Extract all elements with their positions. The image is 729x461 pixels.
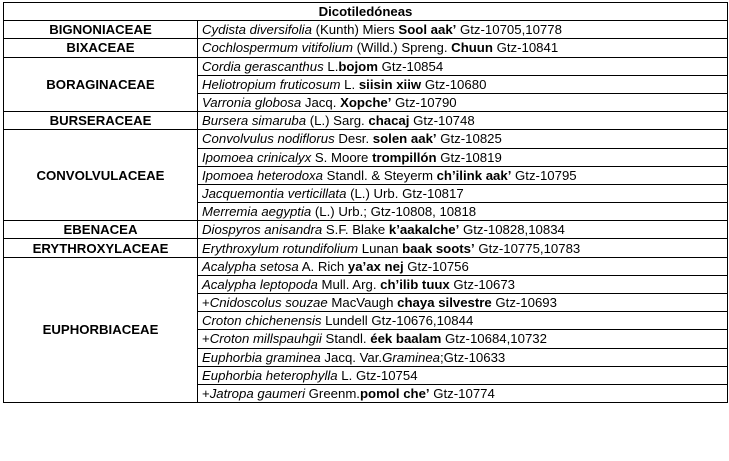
vernacular-name: ya’ax nej <box>347 258 404 274</box>
collection-code: Gtz-10756 <box>403 258 469 274</box>
scientific-name: Ipomoea heterodoxa <box>202 167 323 183</box>
table-body <box>4 21 728 403</box>
author-citation: (L.) Sarg. <box>306 113 369 129</box>
scientific-name: Acalypha setosa <box>202 258 299 274</box>
scientific-name: Croton chichenensis <box>202 313 322 329</box>
species-cell <box>198 166 728 184</box>
collection-code: Gtz-10775,10783 <box>474 240 581 256</box>
vernacular-name: ch’ilib tuux <box>380 276 450 292</box>
species-cell <box>198 184 728 202</box>
vernacular-name: pomol che’ <box>359 386 430 402</box>
author-citation: Jacq. Var. <box>320 349 383 365</box>
author-citation: Desr. <box>334 131 373 147</box>
author-citation: Standl. & Steyerm <box>322 167 437 183</box>
vernacular-name: baak soots’ <box>402 240 475 256</box>
collection-code: Gtz-10673 <box>449 276 516 292</box>
collection-code: Gtz-10841 <box>492 40 559 56</box>
table-row <box>4 130 728 148</box>
prefix-mark: + <box>202 331 210 347</box>
author-citation: L. <box>323 58 339 74</box>
collection-code: Gtz-10774 <box>429 386 495 402</box>
author-citation: S. Moore <box>311 149 373 165</box>
family-name-cell: BORAGINACEAE <box>4 57 198 112</box>
family-name-cell: EBENACEA <box>4 221 198 239</box>
scientific-name: Convolvulus nodiflorus <box>202 131 335 147</box>
scientific-name: Croton millspauhgii <box>209 331 322 347</box>
vernacular-name: siisin xiiw <box>358 76 422 92</box>
header-row <box>4 3 728 21</box>
collection-code: Gtz-10684,10732 <box>441 331 547 347</box>
author-citation: Greenm. <box>305 386 360 402</box>
vernacular-name: Chuun <box>451 40 493 56</box>
species-cell <box>198 75 728 93</box>
variety-name: Graminea <box>382 349 440 365</box>
scientific-name: Jacquemontia verticillata <box>202 185 347 201</box>
collection-code: Gtz-10825 <box>436 131 502 147</box>
author-citation: L. Gtz-10754 <box>337 367 418 383</box>
author-citation: (L.) Urb. Gtz-10817 <box>346 185 464 201</box>
author-citation: Lundell Gtz-10676,10844 <box>321 313 474 329</box>
vernacular-name: Xopche’ <box>340 95 392 111</box>
table-row <box>4 257 728 275</box>
vernacular-name: ch’ilink aak’ <box>436 167 512 183</box>
scientific-name: Cnidoscolus souzae <box>209 295 328 311</box>
family-name-cell: BURSERACEAE <box>4 112 198 130</box>
family-name-cell: BIXACEAE <box>4 39 198 57</box>
collection-code-tail: ;Gtz-10633 <box>440 349 506 365</box>
table-row <box>4 239 728 257</box>
collection-code: Gtz-10790 <box>391 95 457 111</box>
author-citation: L. <box>340 76 359 92</box>
collection-code: Gtz-10828,10834 <box>459 222 565 238</box>
table-row <box>4 221 728 239</box>
scientific-name: Euphorbia graminea <box>202 349 321 365</box>
species-cell <box>198 93 728 111</box>
collection-code: Gtz-10705,10778 <box>456 22 562 38</box>
species-cell <box>198 203 728 221</box>
family-name-cell: BIGNONIACEAE <box>4 21 198 39</box>
scientific-name: Bursera simaruba <box>202 113 307 129</box>
table-row <box>4 57 728 75</box>
table-row <box>4 112 728 130</box>
table-row <box>4 39 728 57</box>
vernacular-name: chaya silvestre <box>397 295 492 311</box>
family-name-cell: CONVOLVULACEAE <box>4 130 198 221</box>
species-cell <box>198 221 728 239</box>
vernacular-name: éek baalam <box>370 331 442 347</box>
scientific-name: Varronia globosa <box>202 95 302 111</box>
family-name-cell: EUPHORBIACEAE <box>4 257 198 403</box>
vernacular-name: chacaj <box>368 113 410 129</box>
vernacular-name: solen aak’ <box>372 131 437 147</box>
species-cell <box>198 257 728 275</box>
species-cell <box>198 330 728 348</box>
prefix-mark: + <box>202 386 210 402</box>
scientific-name: Acalypha leptopoda <box>202 276 318 292</box>
family-name-cell: ERYTHROXYLACEAE <box>4 239 198 257</box>
species-cell <box>198 148 728 166</box>
species-cell <box>198 39 728 57</box>
species-cell <box>198 366 728 384</box>
scientific-name: Cydista diversifolia <box>202 22 312 38</box>
author-citation: Mull. Arg. <box>317 276 381 292</box>
collection-code: Gtz-10693 <box>491 295 557 311</box>
species-cell <box>198 21 728 39</box>
species-table <box>3 2 728 403</box>
author-citation: Lunan <box>358 240 403 256</box>
table-row <box>4 21 728 39</box>
vernacular-name: Sool aak’ <box>398 22 457 38</box>
author-citation: A. Rich <box>298 258 348 274</box>
collection-code: Gtz-10795 <box>511 167 577 183</box>
prefix-mark: + <box>202 295 210 311</box>
scientific-name: Cochlospermum vitifolium <box>202 40 353 56</box>
species-cell <box>198 294 728 312</box>
author-citation: (Willd.) Spreng. <box>352 40 452 56</box>
collection-code: Gtz-10854 <box>377 58 444 74</box>
author-citation: MacVaugh <box>327 295 398 311</box>
species-cell <box>198 57 728 75</box>
collection-code: Gtz-10680 <box>421 76 487 92</box>
species-cell <box>198 275 728 293</box>
column-header-dicotiledoneas: Dicotiledóneas <box>4 3 728 21</box>
species-cell <box>198 384 728 402</box>
species-cell <box>198 348 728 366</box>
collection-code: Gtz-10819 <box>436 149 502 165</box>
vernacular-name: k’aakalche’ <box>388 222 460 238</box>
vernacular-name: bojom <box>338 58 378 74</box>
scientific-name: Merremia aegyptia <box>202 204 312 220</box>
scientific-name: Erythroxylum rotundifolium <box>202 240 359 256</box>
vernacular-name: trompillón <box>372 149 437 165</box>
author-citation: Jacq. <box>301 95 341 111</box>
scientific-name: Ipomoea crinicalyx <box>202 149 312 165</box>
author-citation: Standl. <box>321 331 371 347</box>
species-cell <box>198 312 728 330</box>
scientific-name: Cordia gerascanthus <box>202 58 324 74</box>
scientific-name: Euphorbia heterophylla <box>202 367 338 383</box>
scientific-name: Diospyros anisandra <box>202 222 323 238</box>
scientific-name: Jatropa gaumeri <box>209 386 305 402</box>
species-cell <box>198 239 728 257</box>
species-cell <box>198 112 728 130</box>
scientific-name: Heliotropium fruticosum <box>202 76 341 92</box>
author-citation: (L.) Urb.; Gtz-10808, 10818 <box>311 204 477 220</box>
author-citation: S.F. Blake <box>322 222 389 238</box>
species-cell <box>198 130 728 148</box>
collection-code: Gtz-10748 <box>409 113 475 129</box>
author-citation: (Kunth) Miers <box>311 22 399 38</box>
